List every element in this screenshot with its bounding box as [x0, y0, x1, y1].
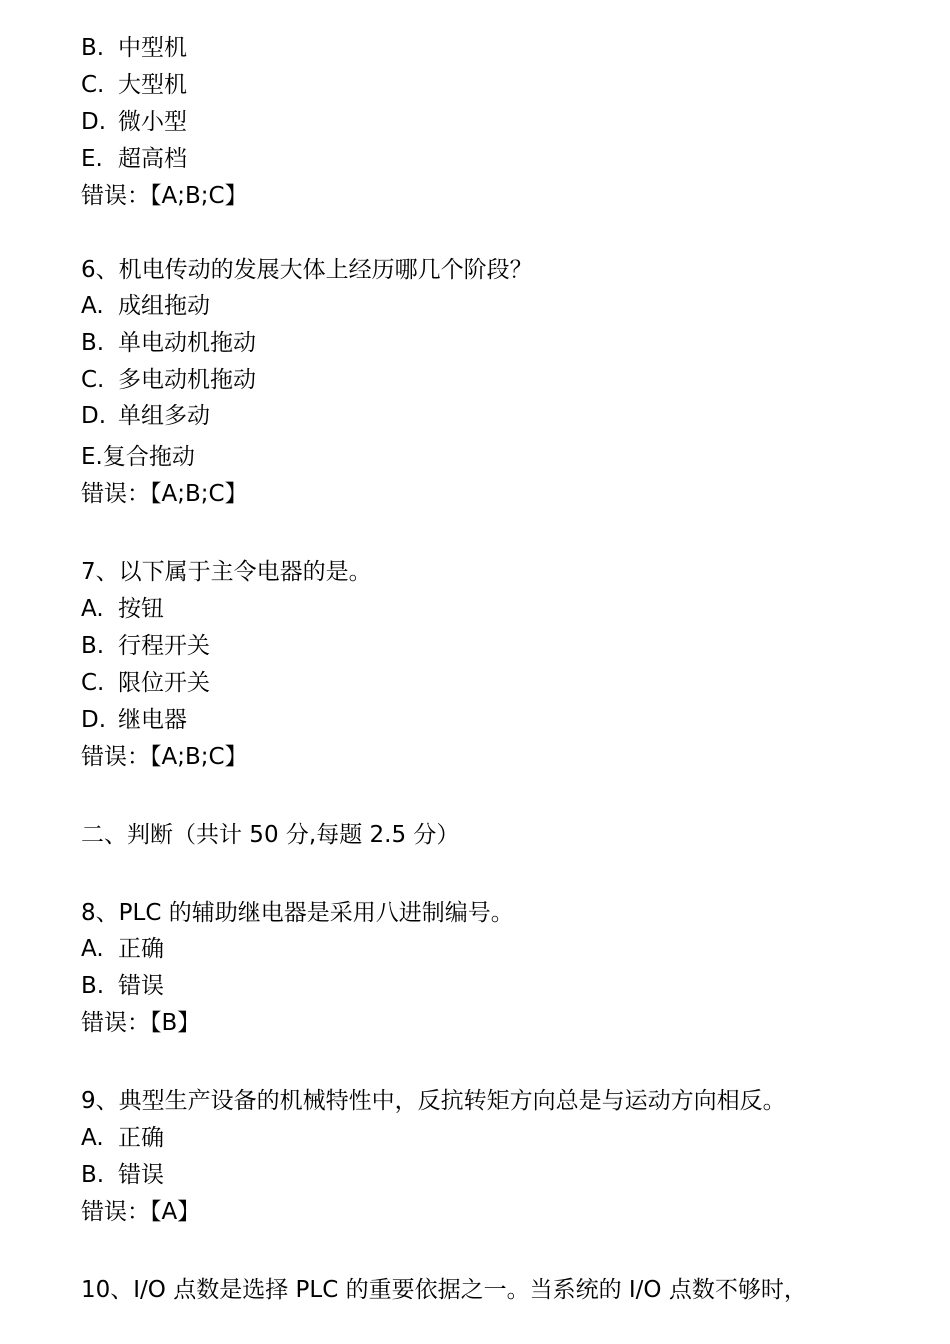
option-text: 错误: [118, 1162, 164, 1188]
option-q6-c: [81, 365, 256, 395]
option-text: 按钮: [118, 596, 164, 622]
option-q6-d: [81, 401, 210, 431]
question-9: 9、典型生产设备的机械特性中，反抗转矩方向总是与运动方向相反。: [81, 1088, 786, 1114]
option-text: 行程开关: [118, 633, 210, 659]
option-letter: A.: [81, 596, 104, 622]
option-letter: D.: [81, 403, 107, 429]
option-q6-a: [81, 291, 210, 321]
option-letter: C.: [81, 670, 105, 696]
option-text: 单电动机拖动: [118, 330, 256, 356]
option-q5-e: [81, 144, 187, 174]
option-q7-d: [81, 705, 187, 735]
option-q5-d: [81, 107, 187, 137]
option-text: 多电动机拖动: [118, 367, 256, 393]
option-text: 限位开关: [118, 670, 210, 696]
question-10: 10、I/O 点数是选择 PLC 的重要依据之一。当系统的 I/O 点数不够时，: [81, 1277, 807, 1303]
option-text: 错误: [118, 973, 164, 999]
question-7: 7、以下属于主令电器的是。: [81, 559, 372, 585]
option-q6-e: E.复合拖动: [81, 444, 195, 470]
option-text: 单组多动: [118, 403, 210, 429]
option-q6-b: [81, 328, 256, 358]
option-text: 微小型: [118, 109, 187, 135]
option-q9-a: [81, 1123, 164, 1153]
option-q7-c: [81, 668, 210, 698]
option-q9-b: [81, 1160, 164, 1190]
section-title: 二、判断（共计 50 分,每题 2.5 分）: [81, 822, 460, 848]
option-letter: B.: [81, 35, 105, 61]
option-text: 中型机: [118, 35, 187, 61]
answer-q9: 错误：【A】: [81, 1199, 201, 1225]
option-q8-a: [81, 934, 164, 964]
option-q7-a: [81, 594, 164, 624]
answer-q5: 错误：【A;B;C】: [81, 183, 248, 209]
option-letter: B.: [81, 973, 105, 999]
option-text: 继电器: [118, 707, 187, 733]
answer-q8: 错误：【B】: [81, 1010, 201, 1036]
option-letter: E.: [81, 146, 103, 172]
option-q5-b: [81, 33, 187, 63]
option-letter: A.: [81, 293, 104, 319]
option-text: 正确: [118, 936, 164, 962]
option-text: 超高档: [118, 146, 187, 172]
option-q8-b: [81, 971, 164, 1001]
option-letter: A.: [81, 1125, 104, 1151]
answer-q7: 错误：【A;B;C】: [81, 744, 248, 770]
option-text: 成组拖动: [118, 293, 210, 319]
option-letter: B.: [81, 1162, 105, 1188]
option-letter: A.: [81, 936, 104, 962]
option-letter: D.: [81, 109, 107, 135]
option-text: 正确: [118, 1125, 164, 1151]
question-8: 8、PLC 的辅助继电器是采用八进制编号。: [81, 900, 514, 926]
option-letter: B.: [81, 633, 105, 659]
option-letter: D.: [81, 707, 107, 733]
option-q7-b: [81, 631, 210, 661]
question-6: 6、机电传动的发展大体上经历哪几个阶段？: [81, 257, 533, 283]
option-letter: C.: [81, 367, 105, 393]
answer-q6: 错误：【A;B;C】: [81, 481, 248, 507]
option-letter: B.: [81, 330, 105, 356]
option-text: 大型机: [118, 72, 187, 98]
option-letter: C.: [81, 72, 105, 98]
option-q5-c: [81, 70, 187, 100]
